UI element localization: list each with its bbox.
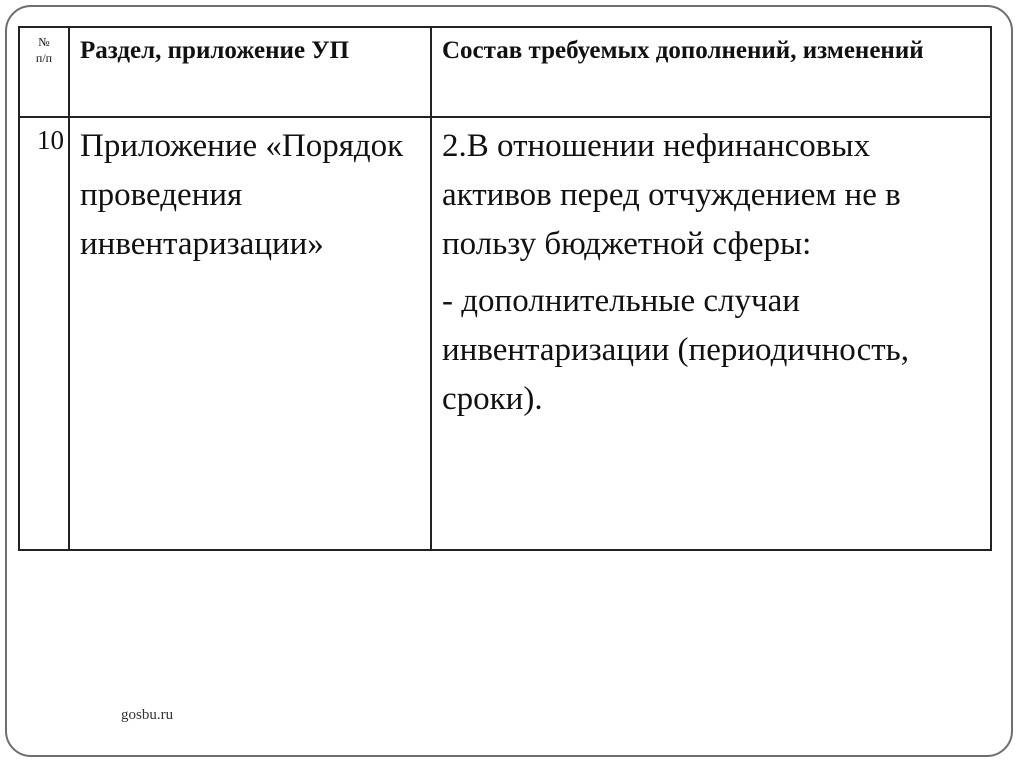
table-header-row xyxy=(19,27,991,117)
row-section: Приложение «Порядок проведения инвентаризации» xyxy=(69,117,431,550)
header-number-symbol: № xyxy=(38,35,50,49)
header-cell-changes: Состав требуемых дополнений, изменений xyxy=(431,27,991,117)
header-number-abbrev: п/п xyxy=(35,51,53,65)
header-cell-section: Раздел, приложение УП xyxy=(69,27,431,117)
changes-paragraph-2: - дополнительные случаи инвентаризации (периодичность, сроки). xyxy=(442,283,909,417)
changes-paragraph-1: 2.В отношении нефинансовых активов перед отчуждением не в пользу бюджетной сферы: xyxy=(442,128,901,262)
header-cell-number xyxy=(19,27,69,117)
requirements-table xyxy=(18,26,992,551)
table-row xyxy=(19,117,991,550)
row-number: 10 xyxy=(19,117,69,550)
row-changes xyxy=(431,117,991,550)
footer-site-label: gosbu.ru xyxy=(121,707,174,723)
